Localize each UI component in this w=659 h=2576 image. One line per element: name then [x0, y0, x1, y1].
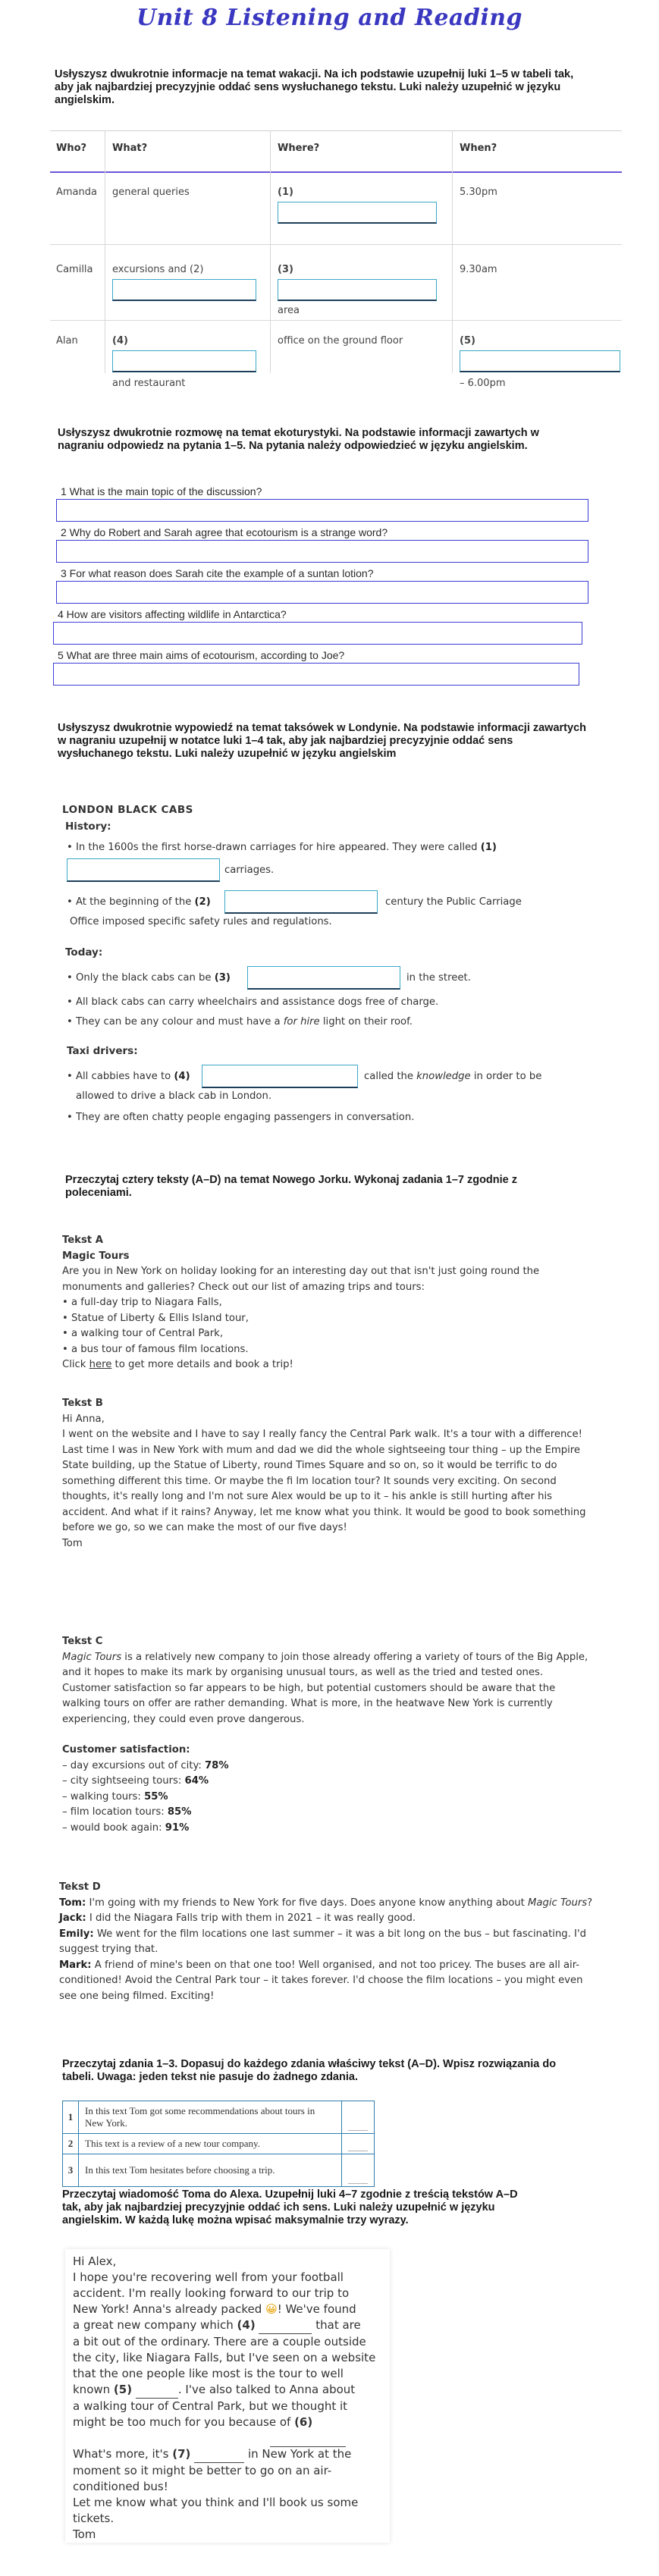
row-num: 3 — [63, 2154, 79, 2187]
text-a: Tekst A Magic Tours Are you in New York on holiday looking for an interesting day out that isn't just going round the monuments and galleries? Check out our list of amazing trips and tours: • a full-day trip to Niagara Falls, • Statue of Liberty & Ellis Island tour, • a walking tour of Central Park, • a bus tour of famous film locations. Click here to get more details and book a trip! — [62, 1233, 593, 1373]
text-a-item: • Statue of Liberty & Ellis Island tour, — [62, 1312, 249, 1324]
today-label: Today: — [65, 946, 103, 959]
cabs-gap-1-input[interactable] — [67, 858, 220, 882]
gap-4-input[interactable] — [112, 350, 256, 372]
cabs-gap-3-input[interactable] — [247, 966, 400, 990]
gap-1-input[interactable] — [278, 202, 437, 224]
gap-3-input[interactable] — [278, 279, 437, 301]
stat-row: – city sightseeing tours: 64% — [62, 1775, 209, 1787]
matching-table — [62, 2101, 375, 2187]
row3-where: office on the ground floor — [278, 335, 403, 347]
cabs-gap-2-input[interactable] — [224, 890, 378, 914]
question-2: 2 Why do Robert and Sarah agree that ecotourism is a strange word? — [61, 526, 388, 538]
cabs-gap-4-input[interactable] — [202, 1065, 358, 1088]
row2-when: 9.30am — [460, 264, 497, 275]
today-line-2: • All black cabs can carry wheelchairs and assistance dogs free of charge. — [67, 996, 439, 1008]
gap-5-blank[interactable] — [136, 2382, 178, 2399]
task6-instruction: Przeczytaj wiadomość Toma do Alexa. Uzupełnij luki 4–7 zgodnie z treścią tekstów A–D tak, aby jak najbardziej precyzyjnie oddać ich sens. Luki należy uzupełnić w języku angielskim. W każdą lukę można wpisać maksymalnie trzy wyrazy. — [62, 2189, 518, 2226]
text-a-item: • a full-day trip to Niagara Falls, — [62, 1297, 222, 1308]
row1-what: general queries — [112, 187, 190, 198]
stat-row: – walking tours: 55% — [62, 1790, 168, 1803]
question-3: 3 For what reason does Sarah cite the example of a suntan lotion? — [61, 567, 374, 579]
text-a-item: • a bus tour of famous film locations. — [62, 1343, 249, 1355]
gap-4-blank[interactable] — [259, 2317, 312, 2334]
header-what: What? — [112, 143, 148, 154]
message-card: Hi Alex, I hope you're recovering well from your football accident. I'm really looking forward to our trip to New York! Anna's already packed 😀! We've found a great new company which (4) that are a bit out of the ordinary. There are a couple outside the city, like Niagara Falls, but I've seen on a website that the one people like most is the tour to well known (5) . I've also talked to Anna about a walking tour of Central Park, but we thought it might be too much for you because of (6) What's more, it's (7) in New York at the moment so it might be better to go on an air- conditioned bus! Let me know what you think and I'll book us some tickets. Tom — [65, 2249, 390, 2543]
gap-5-input[interactable] — [460, 350, 620, 372]
gap-6-blank[interactable] — [270, 2430, 346, 2447]
table-row — [63, 2154, 375, 2187]
row3-when-after: – 6.00pm — [460, 378, 506, 389]
schedule-table — [50, 130, 622, 405]
text-b: Tekst B Hi Anna, I went on the website and I have to say I really fancy the Central Park walk. It's a tour with a difference! Last time I was in New York with mum and dad we did the whole sightseeing tour thing – up the Empire State building, up the Statue of Liberty, round Times Square and so on, so it would be terrific to do something different this time. Or maybe the fi lm location tour? It sounds very exciting. On second thoughts, it's really long and I'm not sure Alex would be up to it – his ankle is still hurting after his accident. And what if it rains? Anyway, let me know what you think. It would be good to book something before we go, so we can make the most of our five days! Tom — [62, 1398, 586, 1549]
answer-4-input[interactable] — [53, 622, 582, 645]
answer-3-cell[interactable]: ____ — [342, 2154, 375, 2187]
drivers-line-1: • All cabbies have to (4) — [67, 1071, 190, 1082]
header-where: Where? — [278, 143, 320, 154]
drivers-label: Taxi drivers: — [67, 1045, 138, 1057]
row-text: This text is a review of a new tour company. — [79, 2134, 342, 2154]
today-line-3: • They can be any colour and must have a for hire light on their roof. — [67, 1016, 413, 1028]
table-row — [63, 2134, 375, 2154]
history-line-2-after: century the Public Carriage — [385, 896, 522, 908]
today-line-1-after: in the street. — [406, 972, 471, 984]
row2-where-after: area — [278, 305, 300, 316]
history-line-1: • In the 1600s the first horse-drawn carriages for hire appeared. They were called (1) — [67, 842, 497, 853]
here-link[interactable]: here — [89, 1359, 112, 1370]
header-when: When? — [460, 143, 497, 154]
row-text: In this text Tom got some recommendations about tours in New York. — [79, 2101, 342, 2134]
answer-2-cell[interactable]: ____ — [342, 2134, 375, 2154]
drivers-line-2: • They are often chatty people engaging passengers in conversation. — [67, 1112, 415, 1123]
row2-who: Camilla — [56, 264, 93, 275]
cabs-heading: LONDON BLACK CABS — [62, 804, 193, 816]
history-line-2: • At the beginning of the (2) — [67, 896, 211, 908]
task4-instruction: Przeczytaj cztery teksty (A–D) na temat Nowego Jorku. Wykonaj zadania 1–7 zgodnie z poleceniami. — [65, 1174, 518, 1199]
text-c: Tekst C Magic Tours is a relatively new company to join those already offering a variety of tours of the Big Apple, and it hopes to make its mark by organising unusual tours, as well as the tried and tested ones. Customer satisfaction so far appears to be high, but potential customers should be aware that the walking tours on offer are rather demanding. What is more, in the heatwave New York is currently experiencing, they could even prove dangerous. Customer satisfaction: – day excursions out of city: 78% – city sightseeing tours: 64% – walking tours: 55% – film location tours: 85% – would book again: 91% — [62, 1634, 595, 1836]
history-line-2b: Office imposed specific safety rules and regulations. — [70, 916, 332, 927]
row2-where-num: (3) — [278, 264, 293, 275]
task5-instruction: Przeczytaj zdania 1–3. Dopasuj do każdego zdania właściwy tekst (A–D). Wpisz rozwiązania do tabeli. Uwaga: jeden tekst nie pasuje do żadnego zdania. — [62, 2058, 557, 2083]
task2-instruction: Usłyszysz dwukrotnie rozmowę na temat ekoturystyki. Na podstawie informacji zawartych w nagraniu odpowiedz na pytania 1–5. Na pytania należy odpowiedzieć w języku angielskim. — [58, 427, 539, 452]
history-line-1-after: carriages. — [224, 864, 275, 876]
gap-2-input[interactable] — [112, 279, 256, 301]
drivers-line-1-after: called the knowledge in order to be — [364, 1071, 542, 1082]
row-num: 1 — [63, 2101, 79, 2134]
gap-7-blank[interactable] — [194, 2446, 244, 2463]
row-num: 2 — [63, 2134, 79, 2154]
row3-who: Alan — [56, 335, 78, 347]
row3-what-num: (4) — [112, 335, 128, 347]
page-title: Unit 8 Listening and Reading — [136, 5, 523, 31]
row-text: In this text Tom hesitates before choosing a trip. — [79, 2154, 342, 2187]
text-d: Tekst D Tom: I'm going with my friends to New York for five days. Does anyone know anything about Magic Tours? Jack: I did the Niagara Falls trip with them in 2021 – it was really good. Emily: We went for the film locations one last summer – it was a bit long on the bus – but fascinating. I'd suggest trying that. Mark: A friend of mine's been on that one too! Well organised, and not too pricey. The buses are all air-conditioned! Avoid the Central Park tour – it takes forever. I'd choose the film locations – you might even see one being filmed. Exciting! — [59, 1881, 593, 2002]
today-line-1: • Only the black cabs can be (3) — [67, 972, 231, 984]
stat-row: – day excursions out of city: 78% — [62, 1759, 229, 1771]
row3-what-after: and restaurant — [112, 378, 186, 389]
row1-who: Amanda — [56, 187, 97, 198]
answer-5-input[interactable] — [53, 663, 579, 686]
stat-row: – film location tours: 85% — [62, 1806, 192, 1818]
drivers-line-1b: allowed to drive a black cab in London. — [76, 1090, 272, 1102]
task3-instruction: Usłyszysz dwukrotnie wypowiedź na temat taksówek w Londynie. Na podstawie informacji zawartych w nagraniu uzupełnij w notatce luki 1–4 tak, aby jak najbardziej precyzyjnie oddać sens wysłuchanego tekstu. Luki należy uzupełnić w języku angielskim — [58, 722, 586, 760]
smiley-icon: 😀 — [265, 2302, 278, 2316]
history-label: History: — [65, 820, 111, 833]
table-row — [63, 2101, 375, 2134]
question-1: 1 What is the main topic of the discussion? — [61, 485, 262, 497]
row3-when-num: (5) — [460, 335, 475, 347]
answer-1-cell[interactable]: ____ — [342, 2101, 375, 2134]
row2-what: excursions and (2) — [112, 264, 204, 275]
stat-row: – would book again: 91% — [62, 1821, 190, 1834]
question-4: 4 How are visitors affecting wildlife in Antarctica? — [58, 608, 287, 620]
answer-2-input[interactable] — [56, 540, 588, 563]
answer-3-input[interactable] — [56, 581, 588, 604]
answer-1-input[interactable] — [56, 499, 588, 522]
text-a-item: • a walking tour of Central Park, — [62, 1328, 224, 1339]
task1-instruction: Usłyszysz dwukrotnie informacje na temat wakacji. Na ich podstawie uzupełnij luki 1–5 w tabeli tak, aby jak najbardziej precyzyjnie oddać sens wysłuchanego tekstu. Luki należy uzupełnić w języku angielskim. — [55, 68, 574, 106]
header-who: Who? — [56, 143, 87, 154]
row1-where-num: (1) — [278, 187, 293, 198]
question-5: 5 What are three main aims of ecotourism, according to Joe? — [58, 649, 345, 661]
row1-when: 5.30pm — [460, 187, 497, 198]
